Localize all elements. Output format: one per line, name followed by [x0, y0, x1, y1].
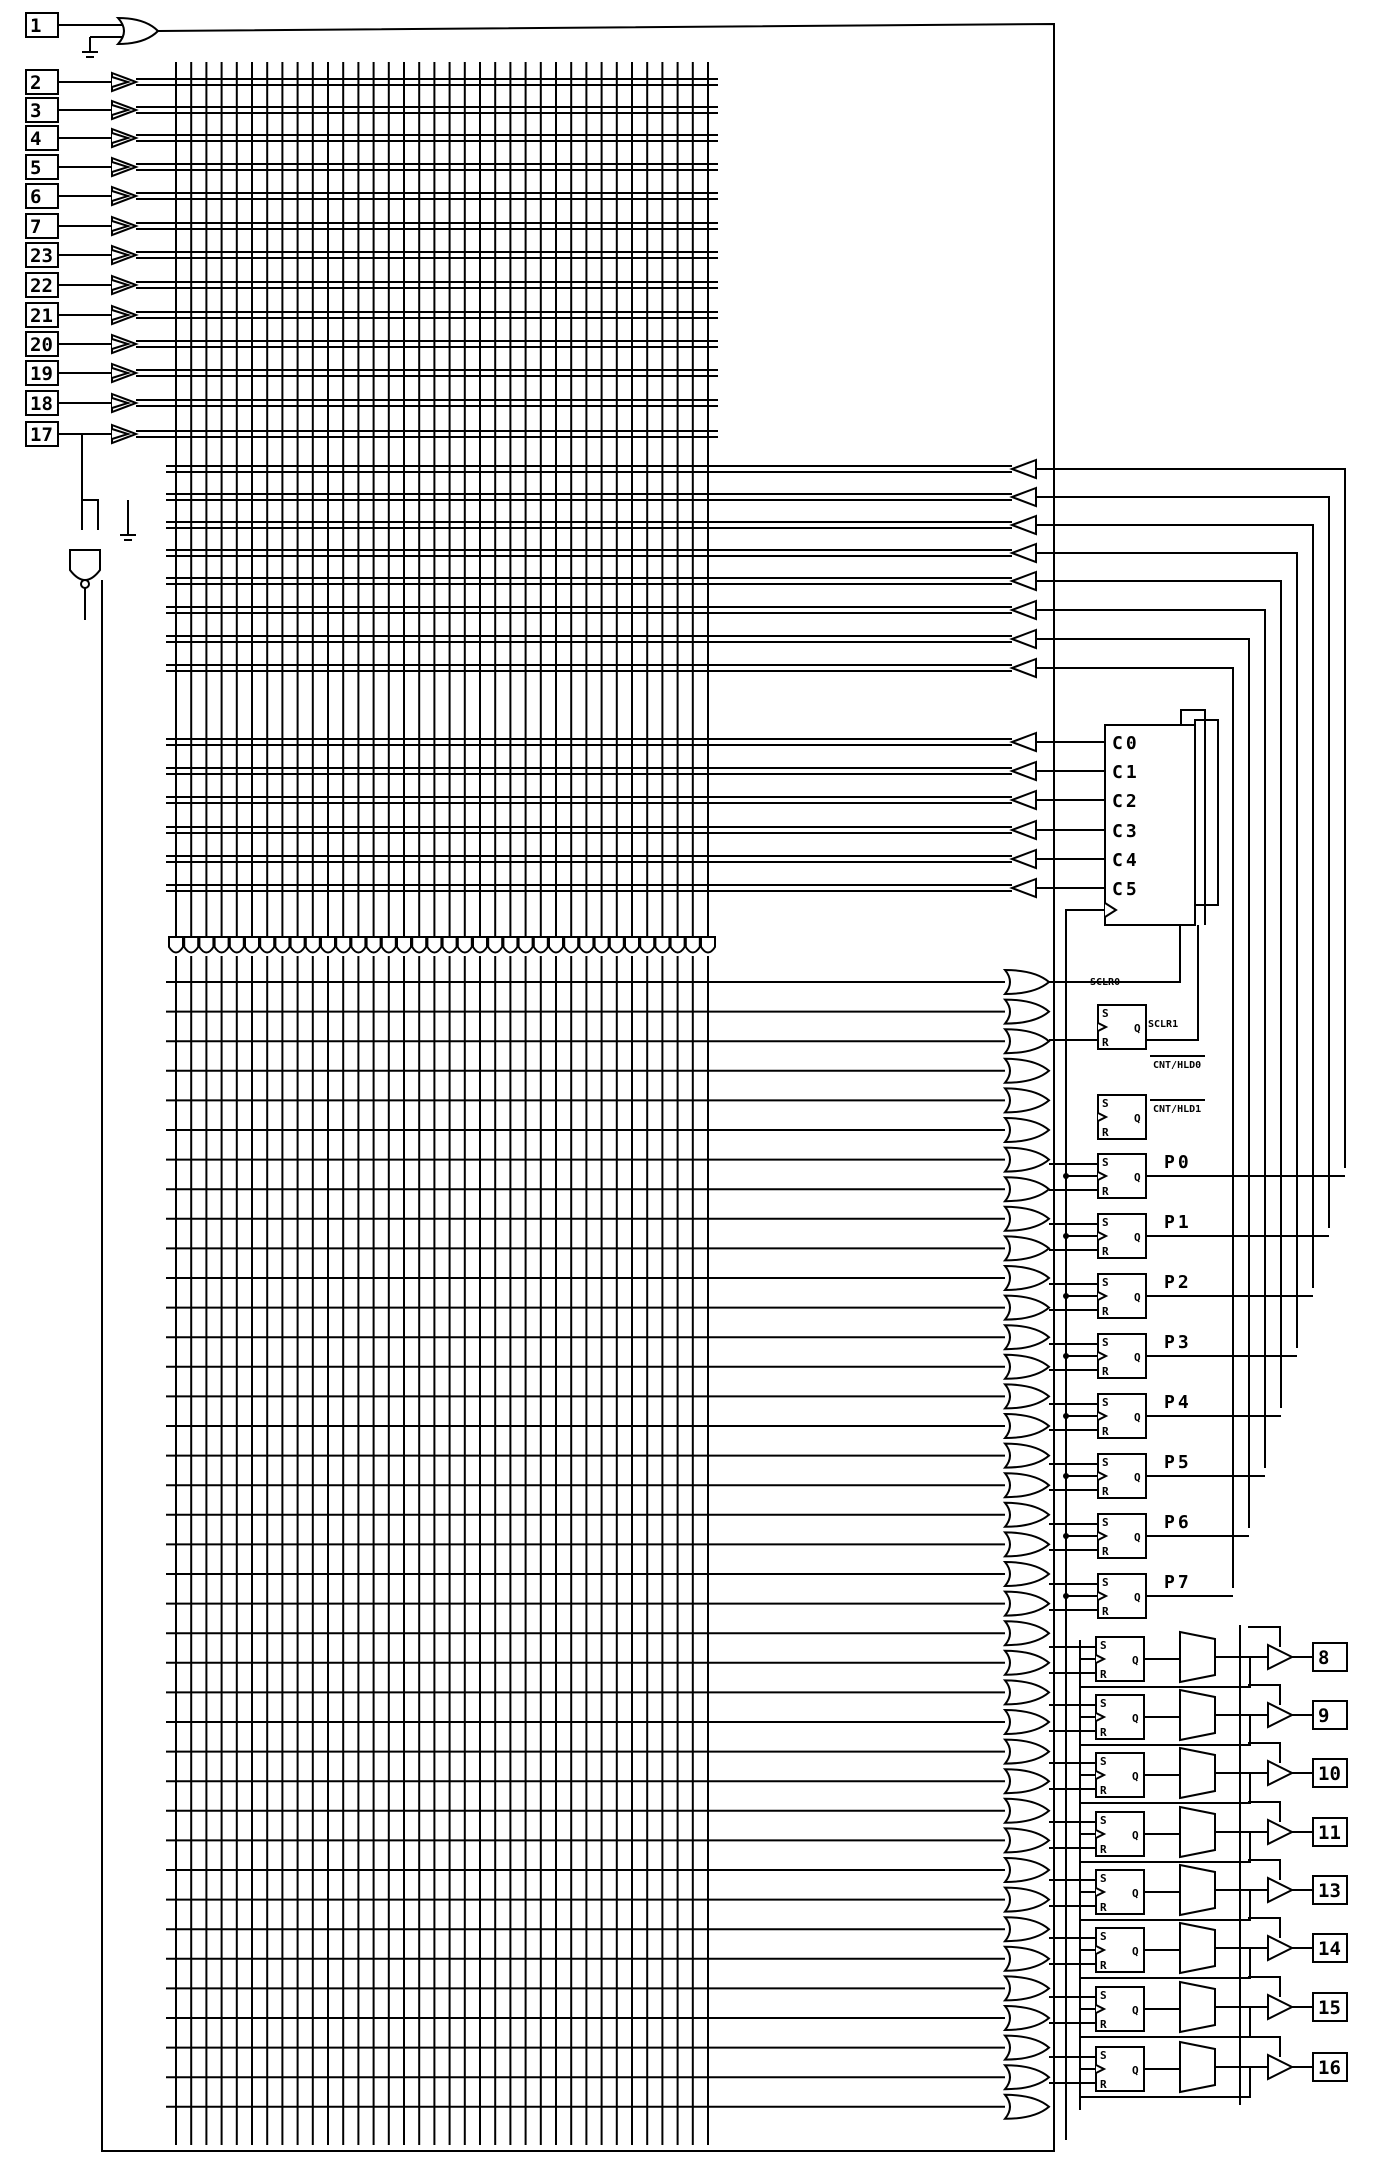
junction-dot — [1063, 1533, 1069, 1539]
output-pin-label: 14 — [1318, 1938, 1341, 1960]
output-pin-label: 15 — [1318, 1997, 1341, 2019]
or-gate — [1005, 1562, 1049, 1586]
product-and-gate — [230, 937, 244, 953]
output-buffer — [1268, 1936, 1292, 1960]
ff-q-label: Q — [1134, 1591, 1141, 1604]
product-and-gate — [564, 937, 578, 953]
product-and-gate — [579, 937, 593, 953]
or-gate — [1005, 2006, 1049, 2030]
or-gate — [1005, 2036, 1049, 2060]
counter-buffer — [1012, 733, 1036, 751]
or-gate — [1005, 1029, 1049, 1053]
ff-q-label: Q — [1132, 1654, 1139, 1667]
input-pin-label: 17 — [30, 424, 53, 446]
ff-q-label: Q — [1134, 1022, 1141, 1035]
or-gate — [1005, 1947, 1049, 1971]
ff-set-label: S — [1100, 1989, 1107, 2002]
feedback-buffer — [1012, 659, 1036, 677]
output-buffer — [1268, 2055, 1292, 2079]
junction-dot — [1063, 1473, 1069, 1479]
or-gate — [1005, 1325, 1049, 1349]
product-and-gate — [184, 937, 198, 953]
register-output-label: P4 — [1164, 1392, 1192, 1413]
or-gate — [1005, 2095, 1049, 2119]
or-gate — [1005, 1355, 1049, 1379]
oe-feed — [1248, 1743, 1280, 1763]
product-and-gate — [549, 937, 563, 953]
or-gate — [1005, 1710, 1049, 1734]
or-gate — [1005, 1888, 1049, 1912]
oe-wire — [82, 500, 98, 530]
ff-reset-label: R — [1100, 2078, 1107, 2091]
ff-set-label: S — [1100, 1872, 1107, 1885]
or-gate — [1005, 1148, 1049, 1172]
or-gate — [1005, 1769, 1049, 1793]
ff-q-label: Q — [1132, 2064, 1139, 2077]
ff-q-label: Q — [1134, 1531, 1141, 1544]
or-gate — [1005, 1296, 1049, 1320]
clock-return-wire — [102, 24, 1054, 2151]
product-and-gate — [260, 937, 274, 953]
or-gate — [1005, 1680, 1049, 1704]
output-pin-label: 13 — [1318, 1880, 1341, 1902]
input-pin-label: 21 — [30, 305, 53, 327]
ff-reset-label: R — [1102, 1425, 1109, 1438]
ff-set-label: S — [1100, 1930, 1107, 1943]
input-pin-label: 20 — [30, 334, 53, 356]
junction-dot — [1063, 1413, 1069, 1419]
ff-q-label: Q — [1134, 1112, 1141, 1125]
ff-reset-label: R — [1100, 1959, 1107, 1972]
output-pin-label: 9 — [1318, 1705, 1330, 1727]
ff-q-label: Q — [1132, 1829, 1139, 1842]
or-gate — [1005, 2065, 1049, 2089]
input-pin-label: 6 — [30, 186, 42, 208]
ff-set-label: S — [1102, 1456, 1109, 1469]
or-gate — [1005, 1000, 1049, 1024]
feedback-buffer — [1012, 630, 1036, 648]
oe-feed — [1248, 2037, 1280, 2057]
ff-q-label: Q — [1134, 1291, 1141, 1304]
ff-set-label: S — [1102, 1576, 1109, 1589]
ff-reset-label: R — [1100, 1843, 1107, 1856]
register-output-label: P3 — [1164, 1332, 1192, 1353]
or-gate — [1005, 1236, 1049, 1260]
output-mux — [1180, 2042, 1215, 2092]
counter-output-label: C0 — [1112, 733, 1140, 754]
ff-set-label: S — [1100, 1639, 1107, 1652]
output-buffer — [1268, 1820, 1292, 1844]
output-mux — [1180, 1748, 1215, 1798]
product-and-gate — [701, 937, 715, 953]
or-gate — [1005, 1444, 1049, 1468]
or-gate — [1005, 970, 1049, 994]
counter-output-label: C5 — [1112, 879, 1140, 900]
output-mux — [1180, 1807, 1215, 1857]
ff-q-label: Q — [1132, 1887, 1139, 1900]
oe-feed — [1248, 1802, 1280, 1822]
register-output-label: P5 — [1164, 1452, 1192, 1473]
sclr0-label: SCLR0 — [1090, 977, 1121, 988]
output-pin-label: 16 — [1318, 2057, 1341, 2079]
product-and-gate — [503, 937, 517, 953]
ff-reset-label: R — [1102, 1185, 1109, 1198]
input-pin-label: 7 — [30, 216, 42, 238]
product-and-gate — [473, 937, 487, 953]
or-gate — [1005, 1088, 1049, 1112]
register-output-label: P0 — [1164, 1152, 1192, 1173]
product-and-gate — [367, 937, 381, 953]
ff-reset-label: R — [1100, 1901, 1107, 1914]
register-output-label: P1 — [1164, 1212, 1192, 1233]
product-and-gate — [245, 937, 259, 953]
or-gate — [1005, 1059, 1049, 1083]
or-gate — [1005, 1828, 1049, 1852]
counter-buffer — [1012, 791, 1036, 809]
input-pin-label: 1 — [30, 15, 42, 37]
or-gate — [1005, 1207, 1049, 1231]
product-and-gate — [427, 937, 441, 953]
or-gate — [1005, 1858, 1049, 1882]
oe-feed — [1248, 1860, 1280, 1880]
product-and-gate — [169, 937, 183, 953]
ff-q-label: Q — [1132, 2004, 1139, 2017]
output-mux — [1180, 1923, 1215, 1973]
or-gate — [1005, 1503, 1049, 1527]
ff-set-label: S — [1102, 1156, 1109, 1169]
feedback-buffer — [1012, 516, 1036, 534]
sclr0-wire — [1049, 925, 1180, 982]
ff-set-label: S — [1100, 1697, 1107, 1710]
feedback-buffer — [1012, 460, 1036, 478]
product-and-gate — [488, 937, 502, 953]
or-gate — [1005, 1532, 1049, 1556]
output-buffer — [1268, 1645, 1292, 1669]
ff-q-label: Q — [1134, 1351, 1141, 1364]
ff-set-label: S — [1102, 1336, 1109, 1349]
and-gate-oe — [70, 550, 100, 580]
inversion-bubble — [81, 580, 89, 588]
product-and-gate — [275, 937, 289, 953]
product-and-gate — [215, 937, 229, 953]
ff-q-label: Q — [1134, 1171, 1141, 1184]
feedback-buffer — [1012, 572, 1036, 590]
input-pin-label: 22 — [30, 275, 53, 297]
ff-reset-label: R — [1102, 1245, 1109, 1258]
ff-set-label: S — [1102, 1396, 1109, 1409]
product-and-gate — [534, 937, 548, 953]
or-gate — [1005, 1592, 1049, 1616]
or-gate — [1005, 1384, 1049, 1408]
product-and-gate — [382, 937, 396, 953]
counter-output-label: C4 — [1112, 850, 1140, 871]
product-and-gate — [671, 937, 685, 953]
or-gate — [1005, 1917, 1049, 1941]
product-and-gate — [443, 937, 457, 953]
counter-buffer — [1012, 850, 1036, 868]
output-mux — [1180, 1690, 1215, 1740]
product-and-gate — [291, 937, 305, 953]
output-mux — [1180, 1982, 1215, 2032]
input-pin-label: 4 — [30, 128, 42, 150]
register-output-label: P2 — [1164, 1272, 1192, 1293]
junction-dot — [1063, 1593, 1069, 1599]
or-gate — [1005, 1414, 1049, 1438]
ff-reset-label: R — [1100, 1784, 1107, 1797]
product-and-gate — [640, 937, 654, 953]
input-pin-label: 2 — [30, 72, 42, 94]
product-and-gate — [655, 937, 669, 953]
product-and-gate — [458, 937, 472, 953]
output-pin-label: 11 — [1318, 1822, 1341, 1844]
product-and-gate — [199, 937, 213, 953]
ff-set-label: S — [1102, 1007, 1109, 1020]
counter-output-label: C1 — [1112, 762, 1140, 783]
oe-feed — [1248, 1977, 1280, 1997]
or-gate — [1005, 1118, 1049, 1142]
or-gate — [1005, 1621, 1049, 1645]
product-and-gate — [519, 937, 533, 953]
register-output-label: P7 — [1164, 1572, 1192, 1593]
ff-set-label: S — [1100, 1814, 1107, 1827]
ff-q-label: Q — [1132, 1770, 1139, 1783]
feedback-buffer — [1012, 601, 1036, 619]
output-buffer — [1268, 1878, 1292, 1902]
oe-feed — [1248, 1685, 1280, 1705]
or-gate-clock — [118, 18, 158, 44]
ff-reset-label: R — [1102, 1365, 1109, 1378]
register-output-label: P6 — [1164, 1512, 1192, 1533]
output-mux — [1180, 1865, 1215, 1915]
oe-feed — [1248, 1627, 1280, 1647]
output-buffer — [1268, 1703, 1292, 1727]
ff-set-label: S — [1102, 1216, 1109, 1229]
output-buffer — [1268, 1995, 1292, 2019]
junction-dot — [1063, 1233, 1069, 1239]
feedback-buffer — [1012, 488, 1036, 506]
cnt-hld0-label: CNT/HLD0 — [1153, 1060, 1202, 1071]
output-pin-label: 8 — [1318, 1647, 1330, 1669]
counter-output-label: C3 — [1112, 821, 1140, 842]
ff-q-label: Q — [1134, 1411, 1141, 1424]
input-pin-label: 5 — [30, 157, 42, 179]
or-gate — [1005, 1177, 1049, 1201]
input-pin-label: 18 — [30, 393, 53, 415]
ff-set-label: S — [1102, 1516, 1109, 1529]
product-and-gate — [321, 937, 335, 953]
oe-feed — [1248, 1918, 1280, 1938]
input-pin-label: 19 — [30, 363, 53, 385]
counter-buffer — [1012, 762, 1036, 780]
ff-reset-label: R — [1102, 1305, 1109, 1318]
ff-q-label: Q — [1132, 1712, 1139, 1725]
ff-reset-label: R — [1102, 1605, 1109, 1618]
ff-reset-label: R — [1102, 1545, 1109, 1558]
product-and-gate — [336, 937, 350, 953]
ff-set-label: S — [1100, 2049, 1107, 2062]
ff-reset-label: R — [1100, 2018, 1107, 2031]
counter-output-label: C2 — [1112, 791, 1140, 812]
feedback-buffer — [1012, 544, 1036, 562]
junction-dot — [1063, 1353, 1069, 1359]
ff-q-label: Q — [1132, 1945, 1139, 1958]
product-and-gate — [610, 937, 624, 953]
or-gate — [1005, 1740, 1049, 1764]
output-mux — [1180, 1632, 1215, 1682]
ff-set-label: S — [1100, 1755, 1107, 1768]
or-gate — [1005, 1976, 1049, 2000]
ff-reset-label: R — [1100, 1668, 1107, 1681]
product-and-gate — [412, 937, 426, 953]
ff-q-label: Q — [1134, 1471, 1141, 1484]
ff-reset-label: R — [1100, 1726, 1107, 1739]
input-pin-label: 23 — [30, 245, 53, 267]
junction-dot — [1063, 1293, 1069, 1299]
product-and-gate — [625, 937, 639, 953]
product-and-gate — [351, 937, 365, 953]
ff-reset-label: R — [1102, 1036, 1109, 1049]
product-and-gate — [686, 937, 700, 953]
or-gate — [1005, 1799, 1049, 1823]
input-pin-label: 3 — [30, 100, 42, 122]
ff-q-label: Q — [1134, 1231, 1141, 1244]
ff-reset-label: R — [1102, 1485, 1109, 1498]
counter-ctrl-wire — [1195, 720, 1218, 905]
junction-dot — [1063, 1173, 1069, 1179]
product-and-gate — [397, 937, 411, 953]
product-and-gate — [306, 937, 320, 953]
or-gate — [1005, 1651, 1049, 1675]
counter-buffer — [1012, 821, 1036, 839]
or-gate — [1005, 1473, 1049, 1497]
sclr1-label: SCLR1 — [1148, 1019, 1179, 1030]
product-and-gate — [595, 937, 609, 953]
output-pin-label: 10 — [1318, 1763, 1341, 1785]
ff-reset-label: R — [1102, 1126, 1109, 1139]
cnt-hld1-label: CNT/HLD1 — [1153, 1104, 1202, 1115]
ff-set-label: S — [1102, 1276, 1109, 1289]
or-gate — [1005, 1266, 1049, 1290]
output-buffer — [1268, 1761, 1292, 1785]
ff-set-label: S — [1102, 1097, 1109, 1110]
counter-buffer — [1012, 879, 1036, 897]
